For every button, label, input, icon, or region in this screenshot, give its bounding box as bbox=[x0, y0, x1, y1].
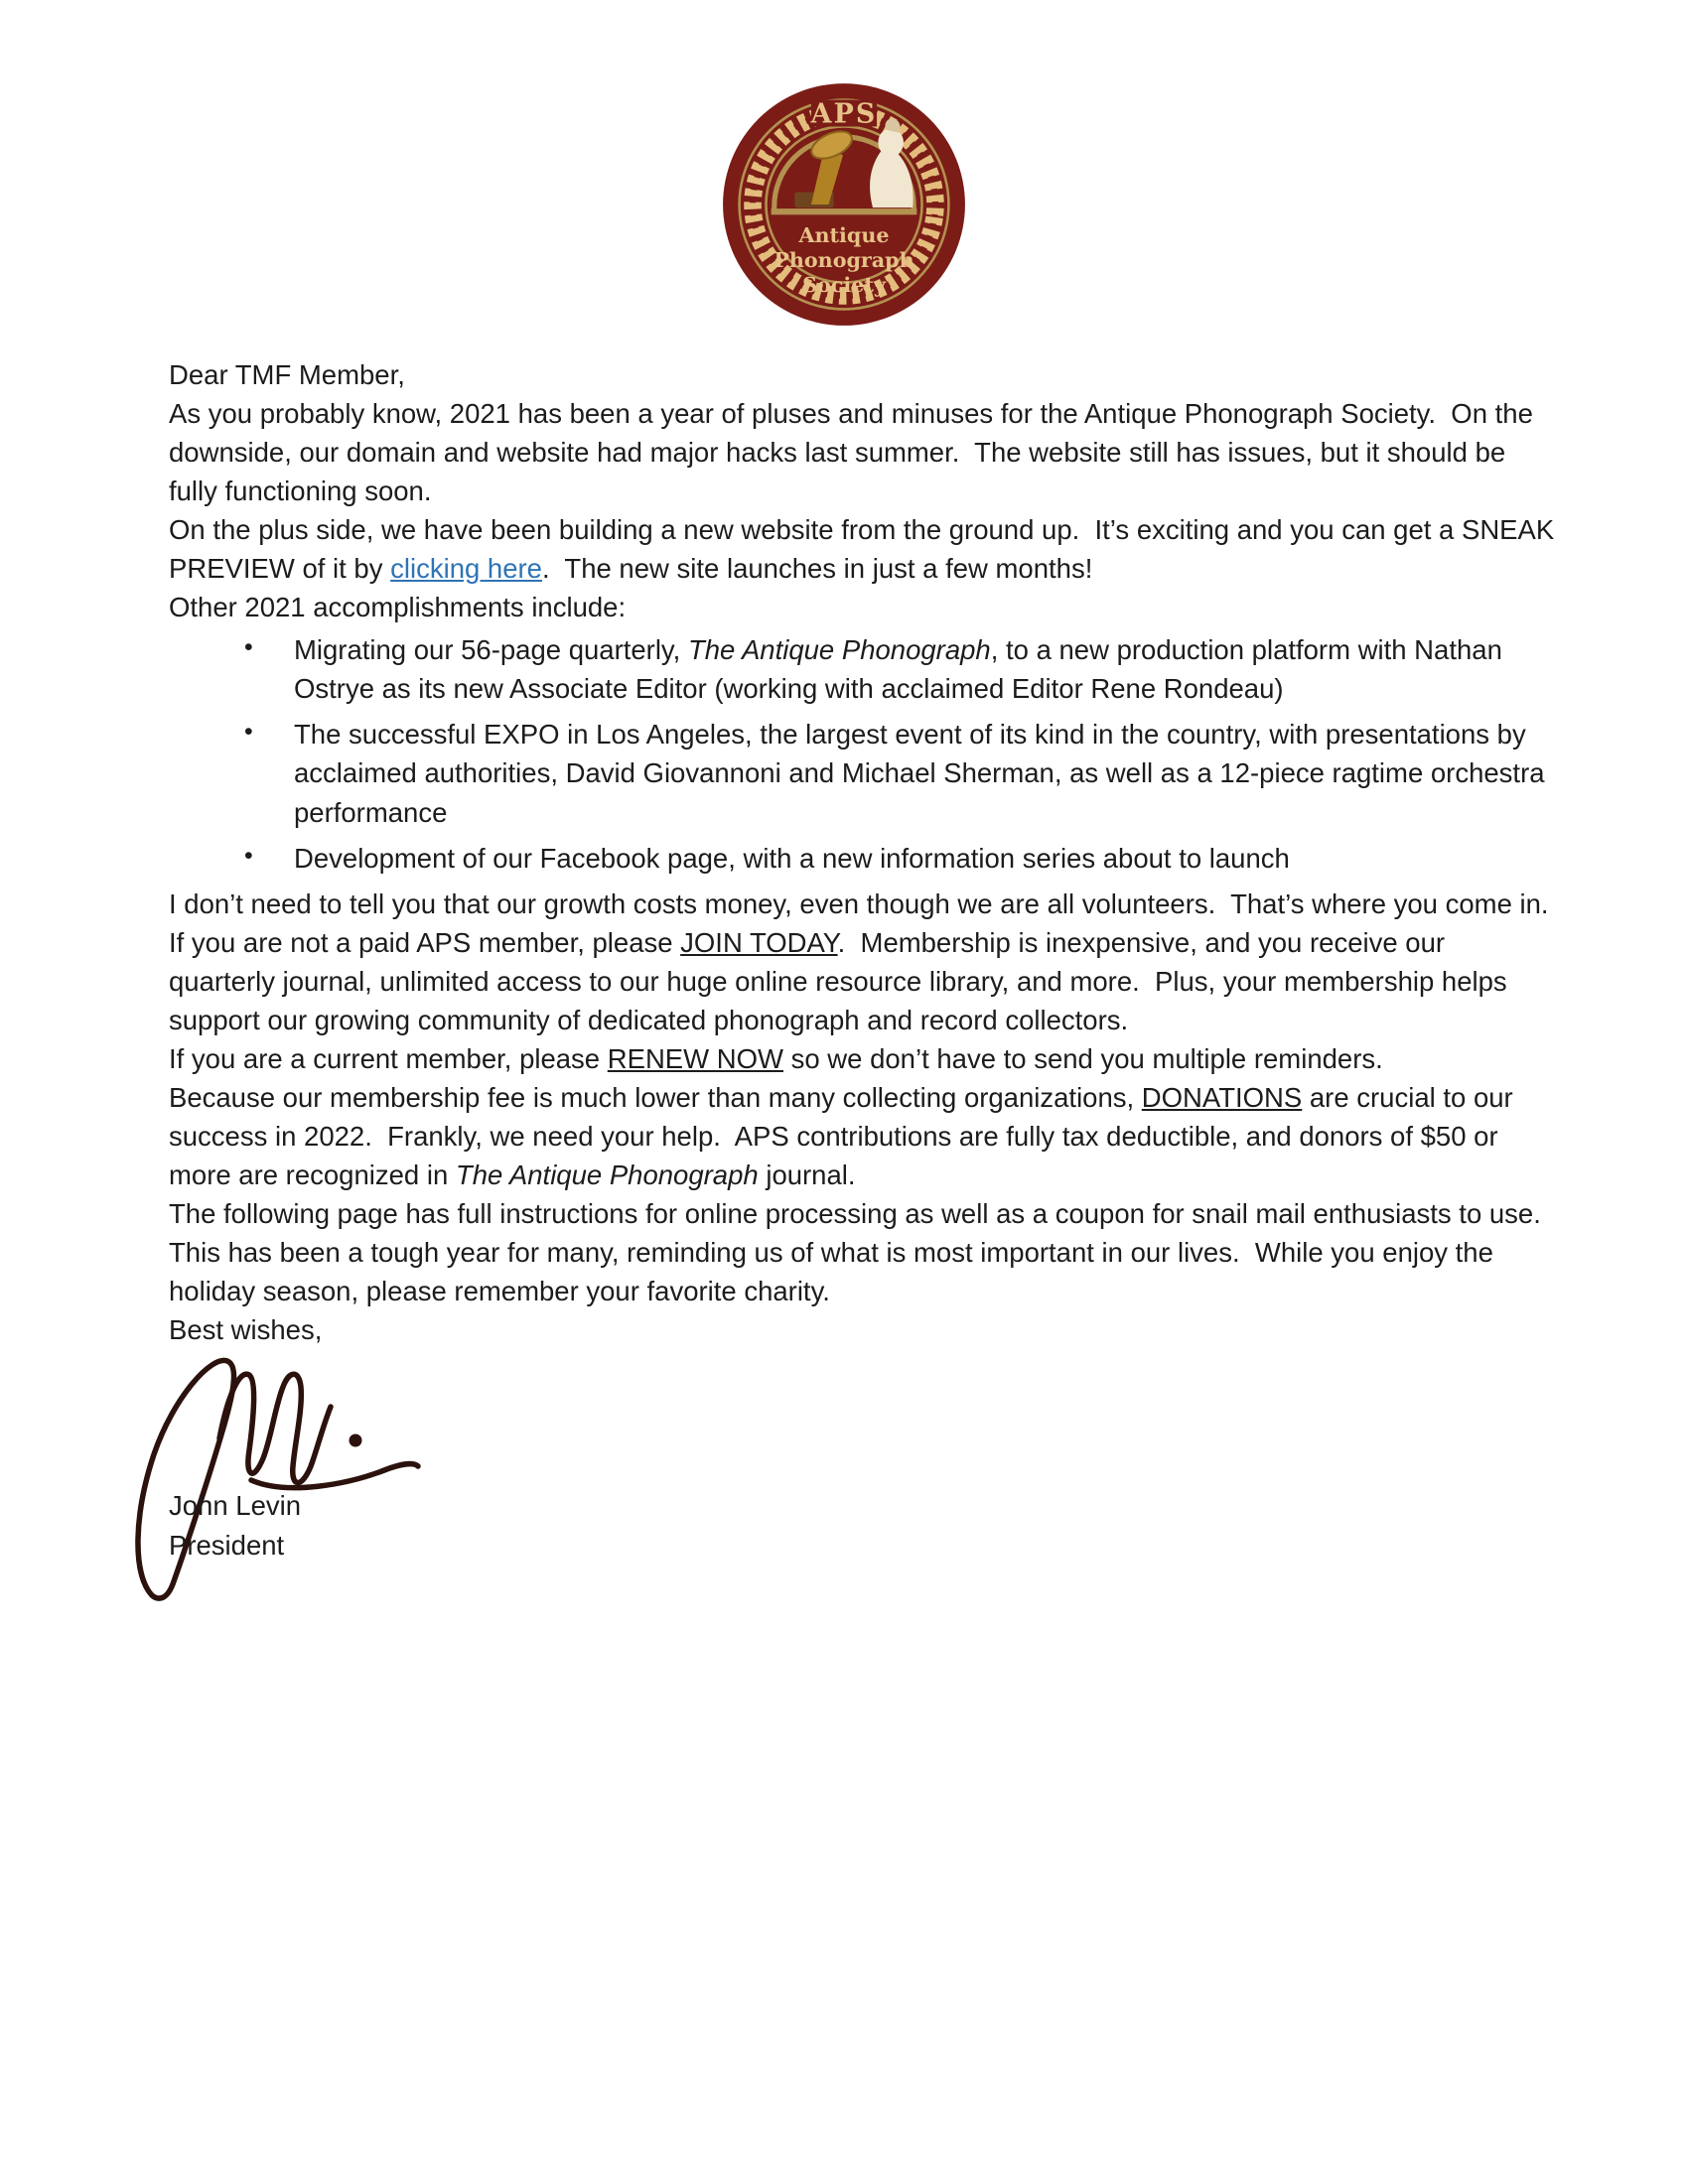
arch-baseline bbox=[772, 208, 917, 214]
signature-zigzag-stroke bbox=[219, 1374, 331, 1482]
text-segment: DONATIONS bbox=[1141, 1081, 1303, 1113]
text-segment: As you probably know, 2021 has been a year of pluses and minuses for the Antique Phonograph Society. On the downside, our domain and website had major hacks last summer. The website still has issues, but it should be fully functioning soon. bbox=[169, 398, 1541, 507]
logo-line-phonograph: Phonograph bbox=[774, 248, 914, 273]
text-segment: The Antique Phonograph bbox=[687, 634, 991, 666]
accomplishments-list bbox=[244, 630, 1557, 877]
text-segment: journal. bbox=[758, 1159, 856, 1190]
signature-block bbox=[169, 1365, 1557, 1623]
handwritten-signature bbox=[124, 1335, 442, 1633]
text-segment: I don’t need to tell you that our growth costs money, even though we are all volunteers. That’s where you come in. bbox=[169, 887, 1549, 919]
paragraph-renew-now bbox=[169, 1039, 1557, 1078]
signer-name: John Levin bbox=[169, 1490, 302, 1522]
salutation: Dear TMF Member, bbox=[169, 359, 405, 390]
aps-monogram: APS bbox=[810, 98, 878, 130]
text-segment: If you are not a paid APS member, please bbox=[169, 926, 681, 958]
text-segment: Because our membership fee is much lower than many collecting organizations, bbox=[169, 1081, 1142, 1113]
text-segment: Development of our Facebook page, with a new information series about to launch bbox=[294, 842, 1290, 874]
inline-link[interactable]: clicking here bbox=[390, 553, 542, 585]
logo-line-antique: Antique bbox=[798, 223, 890, 248]
paragraph-new-website bbox=[169, 510, 1562, 588]
list-item-expo bbox=[244, 715, 1557, 831]
text-segment: RENEW NOW bbox=[607, 1042, 783, 1074]
text-segment: The successful EXPO in Los Angeles, the largest event of its kind in the country, with presentations by acclaimed authorities, David Giovannoni and Michael Sherman, as well as a 12-piece ragtime orchestra performance bbox=[294, 719, 1553, 828]
text-segment: Migrating our 56-page quarterly, bbox=[294, 634, 688, 666]
text-segment: are crucial to our success in 2022. Frankly, we need your help. APS contributions are fully tax deductible, and donors of $50 or more are recognized in bbox=[169, 1081, 1521, 1190]
signature-tail-stroke bbox=[251, 1464, 418, 1488]
letter-body bbox=[169, 355, 1562, 1623]
signer-title: President bbox=[169, 1530, 285, 1562]
logo-container bbox=[0, 81, 1688, 333]
signature-dot bbox=[350, 1434, 362, 1447]
text-segment: so we don’t have to send you multiple reminders. bbox=[782, 1042, 1383, 1074]
text-segment: This has been a tough year for many, reminding us of what is most important in our lives. While you enjoy the holiday season, please remember your favorite charity. bbox=[169, 1237, 1501, 1307]
paragraph-join-today bbox=[169, 923, 1557, 1039]
text-segment: , to a new production platform with Nathan Ostrye as its new Associate Editor (working with acclaimed Editor Rene Rondeau) bbox=[294, 634, 1510, 705]
paragraph-tough-year bbox=[169, 1233, 1557, 1310]
text-segment: JOIN TODAY bbox=[680, 926, 838, 958]
paragraph-year-overview bbox=[169, 394, 1557, 510]
text-segment: If you are a current member, please bbox=[169, 1042, 608, 1074]
accomplishments-intro: Other 2021 accomplishments include: bbox=[169, 592, 627, 623]
text-segment: . The new site launches in just a few months! bbox=[541, 553, 1093, 585]
closing: Best wishes, bbox=[169, 1314, 323, 1346]
paragraph-donations bbox=[169, 1078, 1557, 1194]
text-segment: . Membership is inexpensive, and you receive our quarterly journal, unlimited access to our huge online resource library, and more. Plus, your membership helps support our growing community of dedicated phonograph and record collectors. bbox=[169, 926, 1515, 1035]
paragraph-growth-costs bbox=[169, 885, 1557, 923]
text-segment: On the plus side, we have been building a new website from the ground up. It’s exciting and you can get a SNEAK PREVIEW of it by bbox=[169, 514, 1562, 585]
text-segment: The following page has full instructions for online processing as well as a coupon for snail mail enthusiasts to use. bbox=[169, 1197, 1541, 1229]
logo-line-society: Society bbox=[802, 272, 886, 297]
paragraph-following-page bbox=[169, 1194, 1557, 1233]
list-item-facebook bbox=[244, 839, 1557, 878]
list-item-quarterly bbox=[244, 630, 1557, 708]
aps-seal-logo bbox=[721, 81, 967, 328]
text-segment: The Antique Phonograph bbox=[455, 1159, 759, 1190]
